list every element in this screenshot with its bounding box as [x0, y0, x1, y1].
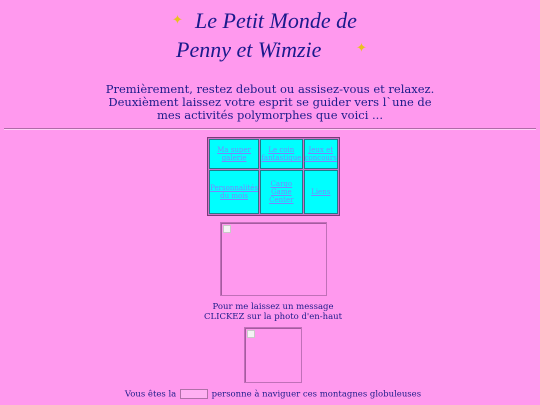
title-text-line2: Penny et Wimzie — [176, 37, 322, 62]
broken-image-icon — [223, 225, 231, 233]
menu-cell — [209, 170, 259, 214]
intro-text — [0, 83, 540, 122]
broken-image-icon — [247, 330, 255, 338]
horizontal-divider — [4, 128, 536, 130]
star-icon: ✦ — [356, 40, 367, 55]
visitor-counter-image — [180, 389, 208, 399]
menu-link-personnalites[interactable]: Personnalités du mois — [210, 184, 259, 201]
menu-link-cargo-game-center[interactable]: Cargo Game Center — [269, 180, 294, 205]
activities-menu — [207, 137, 340, 216]
message-line: CLICKEZ sur la photo d'en-haut — [203, 312, 343, 322]
intro-line: Premièrement, restez debout ou assisez-vous et relaxez. — [105, 82, 435, 96]
intro-line: Deuxièment laissez votre esprit se guider vers l`une de — [108, 95, 432, 109]
menu-cell — [304, 170, 339, 214]
menu-cell — [260, 170, 302, 214]
menu-link-liens[interactable]: Liens — [311, 188, 331, 197]
intro-line: mes activités polymorphes que voici ... — [156, 108, 383, 122]
decorative-image — [244, 327, 302, 383]
menu-link-jeux-concours[interactable]: Jeux et concours — [304, 146, 337, 163]
visitor-counter-line — [0, 389, 540, 400]
guestbook-photo-link[interactable] — [220, 222, 327, 296]
menu-link-galerie[interactable]: Ma super galerie — [217, 146, 251, 163]
message-line: Pour me laissez un message — [212, 302, 334, 312]
message-text — [0, 302, 540, 322]
menu-link-coin-fantastique[interactable]: Le coin fantastique — [261, 146, 302, 163]
counter-prefix: Vous êtes la — [124, 389, 177, 400]
counter-suffix: personne à naviguer ces montagnes globuleuses — [211, 389, 422, 400]
menu-cell — [209, 139, 259, 169]
menu-cell — [304, 139, 339, 169]
menu-cell — [260, 139, 302, 169]
star-icon: ✦ — [172, 12, 183, 27]
title-text-line1: Le Petit Monde de — [195, 8, 357, 33]
